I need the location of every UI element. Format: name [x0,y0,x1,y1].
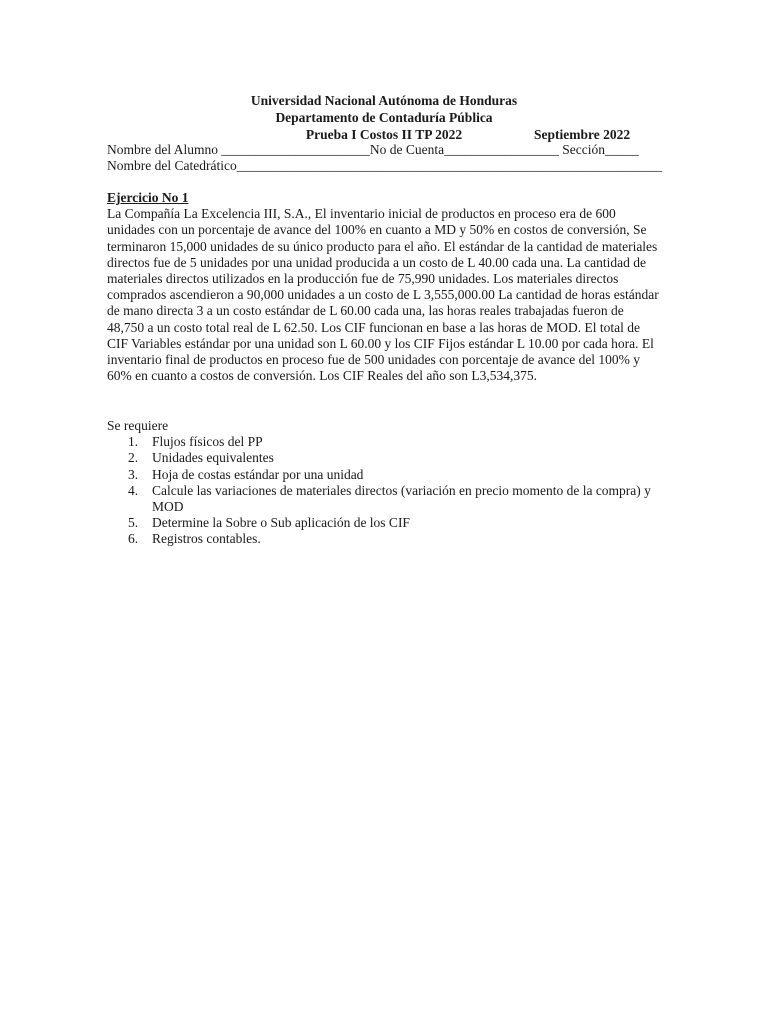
list-item-number: 3. [128,466,139,482]
requirements-section [107,418,663,548]
document-header [0,92,768,143]
list-item [107,434,663,450]
list-item-number: 2. [128,450,139,466]
exercise-body: La Compañía La Excelencia III, S.A., El inventario inicial de productos en proceso era de 600 unidades con un porcentaje de avance del 100% en cuanto a MD y 50% en costos de conversión, Se terminaron 15,000 unidades de su único producto para el año. El estándar de la cantidad de materiales directos fue de 5 unidades por una unidad producida a un costo de L 40.00 cada una. La cantidad de materiales directos utilizados en la producción fue de 75,990 unidades. Los materiales directos comprados ascendieron a 90,000 unidades a un costo de L 3,555,000.00 La cantidad de horas estándar de mano directa 3 a un costo estándar de L 60.00 cada una, las horas reales trabajadas fueron de 48,750 a un costo total real de L 62.50. Los CIF funcionan en base a las horas de MOD. El total de CIF Variables estándar por una unidad son L 60.00 y los CIF Fijos estándar L 10.00 por cada hora. El inventario final de productos en proceso fue de 500 unidades con porcentaje de avance del 100% y 60% en cuanto a costos de conversión. Los CIF Reales del año son L3,534,375. [107,206,659,384]
list-item-text: Determine la Sobre o Sub aplicación de los CIF [152,515,410,531]
list-item-text: Registros contables. [152,531,261,547]
list-item-text: Flujos físicos del PP [152,434,263,450]
exam-date: Septiembre 2022 [534,127,631,142]
list-item [107,450,663,466]
student-info-line: Nombre del Alumno ______________________No de Cuenta_________________ Sección_____ [107,142,639,157]
list-item [107,483,663,515]
list-item-text: Hoja de costas estándar por una unidad [152,466,364,482]
exam-title-row [0,126,768,143]
requirements-list [107,434,663,547]
university-name: Universidad Nacional Autónoma de Honduras [250,93,518,108]
list-item [107,515,663,531]
exercise-title: Ejercicio No 1 [107,190,189,205]
list-item [107,531,663,547]
exercise-section [107,190,663,384]
list-item-number: 6. [128,531,139,547]
requirements-heading: Se requiere [107,418,169,433]
exam-title: Prueba I Costos II TP 2022 [305,127,463,142]
list-item-number: 1. [128,434,139,450]
list-item-text: Unidades equivalentes [152,450,274,466]
list-item-text: Calcule las variaciones de materiales directos (variación en precio momento de la compra) y MOD [152,482,651,515]
department-name: Departamento de Contaduría Pública [275,110,493,125]
professor-info-line: Nombre del Catedrático_______________________________________________________________ [107,158,662,173]
list-item-number: 5. [128,515,139,531]
list-item-number: 4. [128,482,139,498]
student-fields [107,142,662,174]
list-item [107,467,663,483]
